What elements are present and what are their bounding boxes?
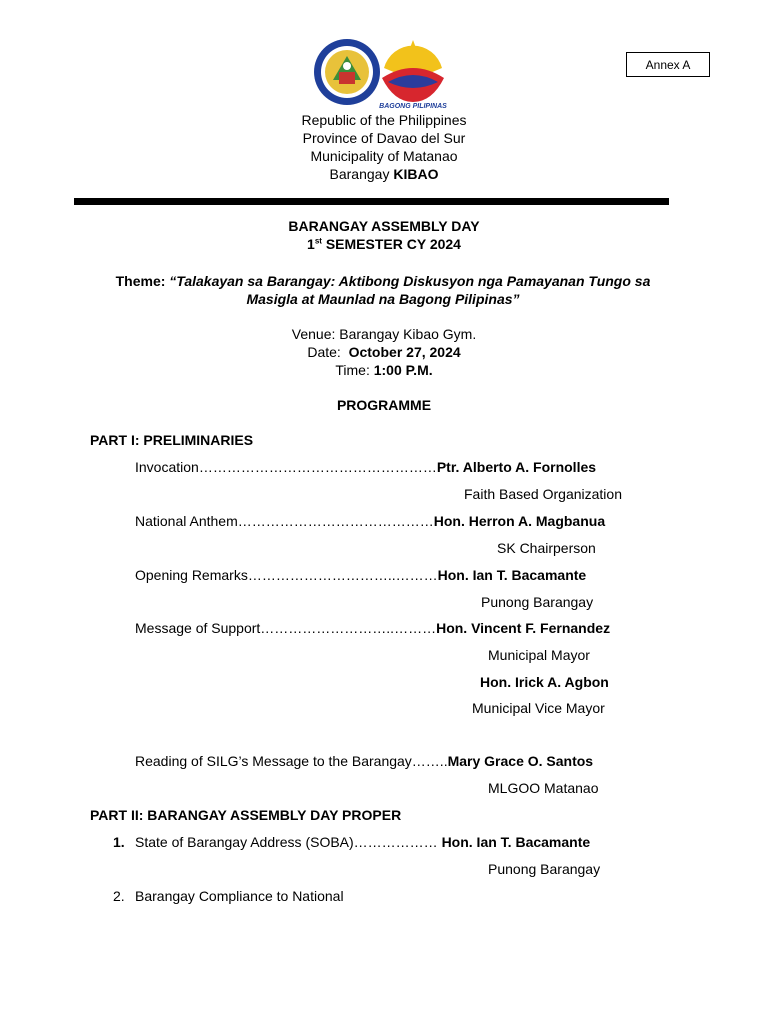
item-person: Ptr. Alberto A. Fornolles <box>436 459 597 475</box>
item-person: Mary Grace O. Santos <box>447 753 594 769</box>
title-semester <box>0 236 768 252</box>
item-role: Municipal Vice Mayor <box>472 700 605 716</box>
date-line <box>0 343 768 361</box>
header-barangay-prefix: Barangay <box>329 166 394 182</box>
programme-item-message-support <box>135 620 610 636</box>
item-label: Opening Remarks…………………………..……… <box>135 567 438 583</box>
item-role: Punong Barangay <box>488 861 601 877</box>
header-barangay-name: KIBAO <box>393 166 439 182</box>
header-municipality: Municipality of Matanao <box>310 148 458 164</box>
item-role: Municipal Mayor <box>488 647 590 663</box>
item-role: SK Chairperson <box>497 540 596 556</box>
item-role: Faith Based Organization <box>464 486 622 502</box>
item-number: 2. <box>113 888 125 904</box>
item-label: Barangay Compliance to National <box>135 888 344 904</box>
item-role: Punong Barangay <box>481 594 594 610</box>
item-label: Message of Support………………………..……… <box>135 620 437 636</box>
time-label: Time: <box>335 362 374 378</box>
programme-item-soba <box>135 834 590 850</box>
programme-item-silg-message <box>135 753 593 769</box>
bagong-pilipinas-caption: BAGONG PILIPINAS <box>379 103 447 110</box>
part1-title: PART I: PRELIMINARIES <box>90 432 254 448</box>
date-label: Date: <box>307 344 349 360</box>
programme-title: PROGRAMME <box>336 397 432 413</box>
theme-label: Theme: <box>115 273 170 289</box>
item-person: Hon. Herron A. Magbanua <box>433 513 606 529</box>
barangay-seal-logo <box>313 38 381 106</box>
programme-item-anthem <box>135 513 605 529</box>
item-label: National Anthem…………………………………… <box>135 513 434 529</box>
header-barangay <box>0 165 768 183</box>
venue-line <box>0 325 768 343</box>
title-semester-suffix: st <box>314 236 322 246</box>
item-label: State of Barangay Address (SOBA)……………… <box>135 834 442 850</box>
programme-item-compliance <box>135 888 344 904</box>
title-semester-number: 1 <box>307 236 315 252</box>
item-label: Reading of SILG’s Message to the Barangay…….. <box>135 753 448 769</box>
time-line <box>0 361 768 379</box>
part2-title: PART II: BARANGAY ASSEMBLY DAY PROPER <box>90 807 402 823</box>
theme-text: “Talakayan sa Barangay: Aktibong Diskusyon nga Pamayanan Tungo sa Masigla at Maunlad na Bagong Pilipinas” <box>169 273 651 307</box>
header-country: Republic of the Philippines <box>301 112 467 128</box>
title-semester-rest: SEMESTER CY 2024 <box>321 236 461 252</box>
time-value: 1:00 P.M. <box>373 362 433 378</box>
item-label: Invocation…………………………………………… <box>135 459 437 475</box>
item-person: Hon. Ian T. Bacamante <box>441 834 591 850</box>
item-person: Hon. Vincent F. Fernandez <box>436 620 611 636</box>
header-divider <box>74 198 669 205</box>
venue-label: Venue: <box>291 326 340 342</box>
header-province: Province of Davao del Sur <box>302 130 466 146</box>
programme-item-opening-remarks <box>135 567 586 583</box>
date-value: October 27, 2024 <box>348 344 461 360</box>
title-assembly-day: BARANGAY ASSEMBLY DAY <box>288 218 480 234</box>
item-number: 1. <box>113 834 125 850</box>
programme-item-invocation <box>135 459 596 475</box>
item-person: Hon. Irick A. Agbon <box>480 674 609 690</box>
venue-value: Barangay Kibao Gym. <box>339 326 477 342</box>
theme <box>90 272 676 308</box>
annex-label: Annex A <box>626 52 710 77</box>
bagong-pilipinas-logo <box>372 38 454 113</box>
item-role: MLGOO Matanao <box>488 780 599 796</box>
item-person: Hon. Ian T. Bacamante <box>437 567 587 583</box>
